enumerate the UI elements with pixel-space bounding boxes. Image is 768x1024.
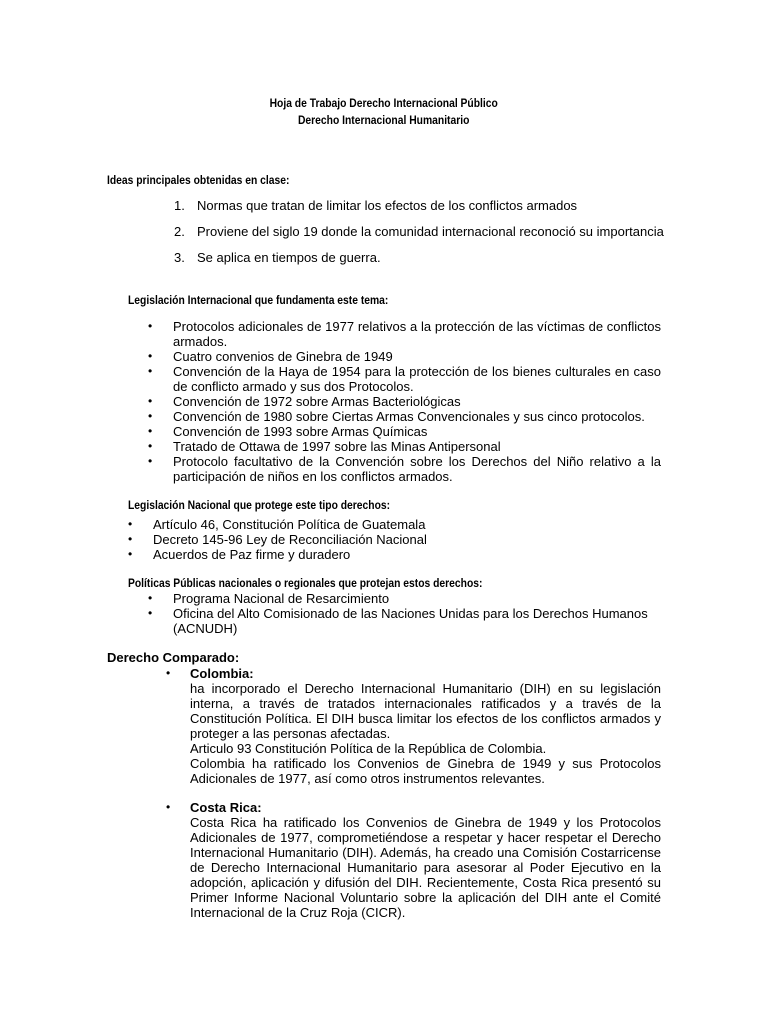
bullet-icon: • xyxy=(166,800,171,814)
colombia-name: Colombia: xyxy=(190,666,254,681)
bullet-icon: • xyxy=(148,349,153,363)
list-item xyxy=(148,319,661,349)
list-item-text: Normas que tratan de limitar los efectos de los conflictos armados xyxy=(197,198,578,213)
list-item xyxy=(128,517,661,532)
list-item xyxy=(128,547,661,562)
document-subtitle xyxy=(0,113,768,127)
list-item-text: Cuatro convenios de Ginebra de 1949 xyxy=(173,349,393,364)
list-item xyxy=(148,409,661,424)
list-item-number: 2. xyxy=(174,224,185,239)
list-item xyxy=(148,364,661,394)
ideas-heading: Ideas principales obtenidas en clase: xyxy=(107,173,290,187)
colombia-body xyxy=(190,666,661,786)
list-item xyxy=(168,224,688,239)
bullet-icon: • xyxy=(128,532,133,546)
bullet-icon: • xyxy=(148,439,153,453)
list-item xyxy=(148,394,661,409)
derecho-comparado-heading: Derecho Comparado: xyxy=(107,650,240,665)
list-item xyxy=(148,591,661,606)
list-item xyxy=(128,532,661,547)
legislacion-nacional-heading: Legislación Nacional que protege este tipo derechos: xyxy=(128,498,391,512)
costa-rica-paragraph-1: Costa Rica ha ratificado los Convenios de Ginebra de 1949 y los Protocolos Adicionales de 1977, comprometiéndose a respetar y hacer respetar el Derecho Internacional Humanitario (DIH). Además, ha creado una Comisión Costarricense de Derecho Internacional Humanitario para asesorar al Poder Ejecutivo en la adopción, aplicación y difusión del DIH. Recientemente, Costa Rica presentó su Primer Informe Nacional Voluntario sobre la aplicación del DIH ante el Comité Internacional de la Cruz Roja (CICR). xyxy=(190,815,661,920)
list-item-text: Oficina del Alto Comisionado de las Naciones Unidas para los Derechos Humanos (ACNUDH) xyxy=(173,606,648,636)
list-item xyxy=(148,424,661,439)
politicas-heading: Políticas Públicas nacionales o regionales que protejan estos derechos: xyxy=(128,576,483,590)
bullet-icon: • xyxy=(128,517,133,531)
legislacion-internacional-heading: Legislación Internacional que fundamenta este tema: xyxy=(128,293,389,307)
list-item-text: Programa Nacional de Resarcimiento xyxy=(173,591,390,606)
colombia-section xyxy=(166,666,661,786)
list-item-text: Acuerdos de Paz firme y duradero xyxy=(153,547,351,562)
costa-rica-section xyxy=(166,800,661,920)
list-item xyxy=(148,606,661,636)
bullet-icon: • xyxy=(148,364,153,378)
list-item-text: Convención de 1980 sobre Ciertas Armas Convencionales y sus cinco protocolos. xyxy=(173,409,645,424)
list-item xyxy=(148,439,661,454)
list-item-text: Protocolos adicionales de 1977 relativos a la protección de las víctimas de conflictos armados. xyxy=(173,319,661,349)
list-item xyxy=(168,250,688,265)
list-item-text: Convención de 1972 sobre Armas Bacteriológicas xyxy=(173,394,461,409)
bullet-icon: • xyxy=(148,424,153,438)
bullet-icon: • xyxy=(148,454,153,468)
bullet-icon: • xyxy=(128,547,133,561)
ideas-list xyxy=(168,198,688,276)
legislacion-internacional-list xyxy=(148,319,661,484)
list-item-text: Se aplica en tiempos de guerra. xyxy=(197,250,381,265)
bullet-icon: • xyxy=(148,591,153,605)
document-title xyxy=(0,96,768,110)
list-item-text: Tratado de Ottawa de 1997 sobre las Minas Antipersonal xyxy=(173,439,501,454)
list-item-text: Artículo 46, Constitución Política de Guatemala xyxy=(153,517,426,532)
colombia-paragraph-1: ha incorporado el Derecho Internacional Humanitario (DIH) en su legislación interna, a través de tratados internacionales ratificados y a través de la Constitución Política. El DIH busca limitar los efectos de los conflictos armados y proteger a las personas afectadas. xyxy=(190,681,661,741)
document-title-text: Hoja de Trabajo Derecho Internacional Público xyxy=(269,96,499,110)
list-item-text: Proviene del siglo 19 donde la comunidad internacional reconoció su importancia xyxy=(197,224,664,239)
list-item-number: 3. xyxy=(174,250,185,265)
document-subtitle-text: Derecho Internacional Humanitario xyxy=(298,113,470,127)
bullet-icon: • xyxy=(166,666,171,680)
bullet-icon: • xyxy=(148,606,153,620)
legislacion-nacional-list xyxy=(128,517,661,562)
list-item-text: Decreto 145-96 Ley de Reconciliación Nacional xyxy=(153,532,427,547)
bullet-icon: • xyxy=(148,409,153,423)
list-item xyxy=(168,198,688,213)
list-item-number: 1. xyxy=(174,198,185,213)
list-item xyxy=(148,349,661,364)
bullet-icon: • xyxy=(148,319,153,333)
politicas-list xyxy=(148,591,661,636)
costa-rica-name: Costa Rica: xyxy=(190,800,262,815)
colombia-paragraph-3: Colombia ha ratificado los Convenios de Ginebra de 1949 y sus Protocolos Adicionales de 1977, así como otros instrumentos relevantes. xyxy=(190,756,661,786)
colombia-paragraph-2: Articulo 93 Constitución Política de la República de Colombia. xyxy=(190,741,547,756)
bullet-icon: • xyxy=(148,394,153,408)
list-item-text: Protocolo facultativo de la Convención sobre los Derechos del Niño relativo a la participación de niños en los conflictos armados. xyxy=(173,454,661,484)
list-item xyxy=(148,454,661,484)
list-item-text: Convención de 1993 sobre Armas Químicas xyxy=(173,424,428,439)
list-item-text: Convención de la Haya de 1954 para la protección de los bienes culturales en caso de conflicto armado y sus dos Protocolos. xyxy=(173,364,661,394)
costa-rica-body xyxy=(190,800,661,920)
